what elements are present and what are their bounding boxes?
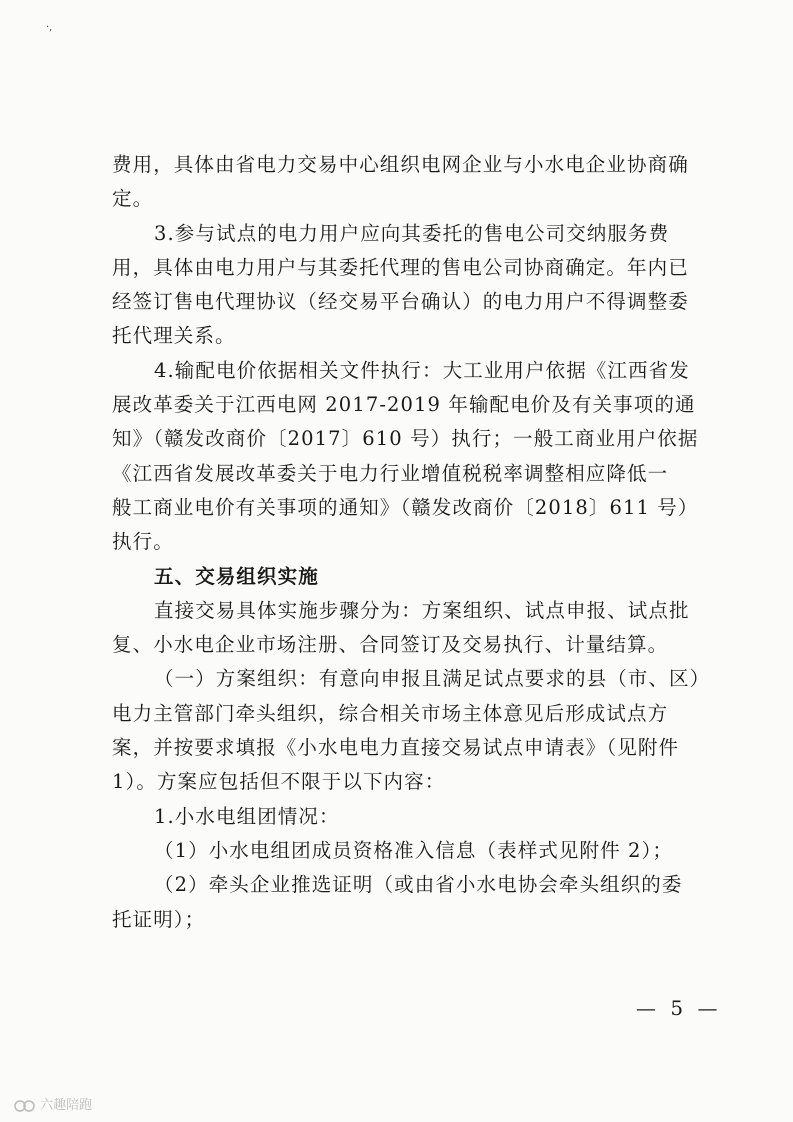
- text-line: 展改革委关于江西电网 2017-2019 年输配电价及有关事项的通: [112, 393, 696, 417]
- text-line: 执行。: [112, 530, 174, 554]
- text-line: （1）小水电组团成员资格准入信息（表样式见附件 2）；: [154, 838, 673, 862]
- text-line: 1）。方案应包括但不限于以下内容：: [112, 770, 446, 794]
- text-line: 般工商业电价有关事项的通知》（赣发改商价〔2018〕611 号）: [112, 495, 699, 519]
- text-line: （一）方案组织：有意向申报且满足试点要求的县（市、区）: [154, 667, 711, 691]
- page-number: — 5 —: [636, 996, 722, 1020]
- corner-mark: ·,: [46, 22, 53, 33]
- text-line: 案，并按要求填报《小水电电力直接交易试点申请表》（见附件: [112, 736, 680, 760]
- text-line: （2）牵头企业推选证明（或由省小水电协会牵头组织的委: [154, 873, 683, 897]
- section-heading: 五、交易组织实施: [154, 564, 319, 588]
- text-line: 1.小水电组团情况：: [154, 804, 340, 828]
- watermark-text: 六趣陪跑: [40, 1098, 93, 1113]
- text-line: 复、小水电企业市场注册、合同签订及交易执行、计量结算。: [112, 633, 669, 657]
- text-line: 《江西省发展改革委关于电力行业增值税税率调整相应降低一: [112, 461, 669, 485]
- text-line: 定。: [112, 187, 154, 211]
- text-line: 托证明）；: [112, 907, 206, 931]
- text-line: 知》（赣发改商价〔2017〕610 号）执行；一般工商业用户依据: [112, 427, 699, 451]
- document-body: [112, 148, 711, 937]
- text-line: 4.输配电价依据相关文件执行：大工业用户依据《江西省发: [154, 358, 690, 382]
- text-line: 经签订售电代理协议（经交易平台确认）的电力用户不得调整委: [112, 290, 689, 314]
- text-line: 直接交易具体实施步骤分为：方案组织、试点申报、试点批: [154, 598, 690, 622]
- watermark: [14, 1094, 92, 1114]
- text-line: 3.参与试点的电力用户应向其委托的售电公司交纳服务费: [154, 221, 670, 245]
- text-line: 电力主管部门牵头组织，综合相关市场主体意见后形成试点方: [112, 701, 669, 725]
- text-line: 用，具体由电力用户与其委托代理的售电公司协商确定。年内已: [112, 255, 689, 279]
- watermark-logo-icon: [14, 1098, 36, 1114]
- text-line: 托代理关系。: [112, 324, 236, 348]
- text-line: 费用，具体由省电力交易中心组织电网企业与小水电企业协商确: [112, 153, 689, 176]
